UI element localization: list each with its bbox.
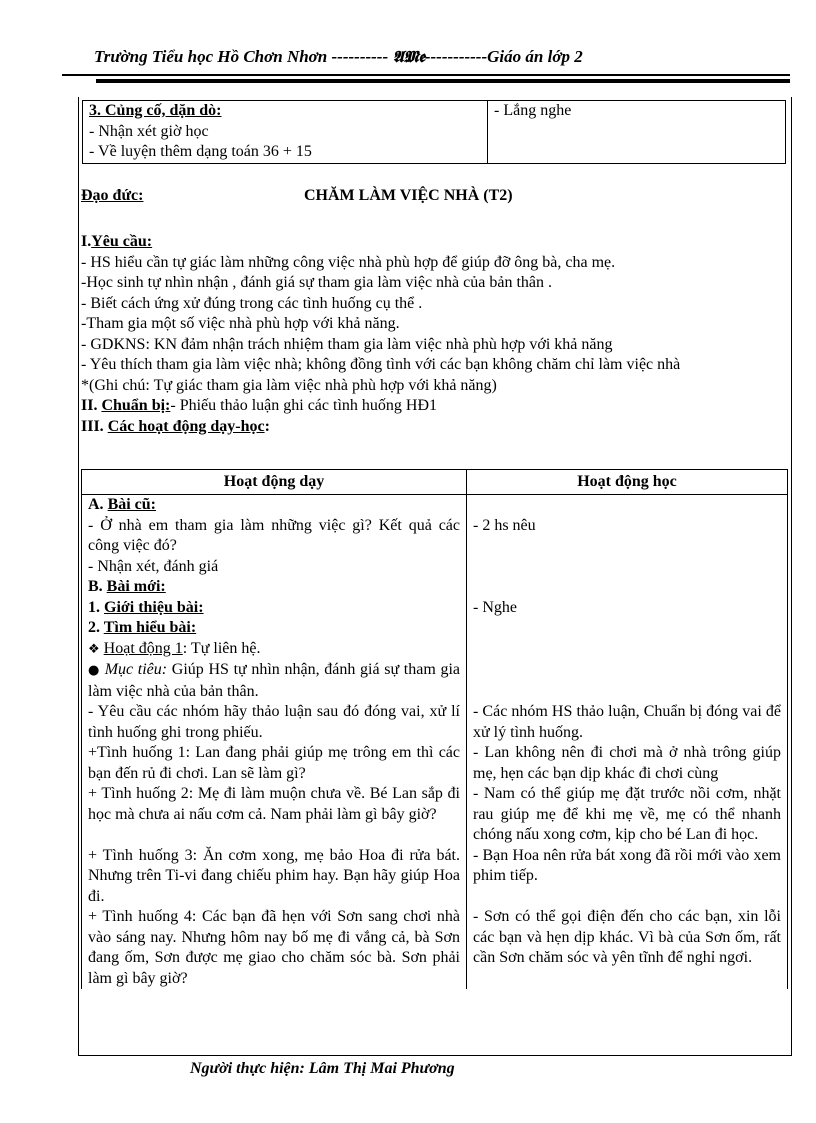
header-logo: 𝕬𝕸𝖊 xyxy=(392,47,425,66)
teacher-cell: + Tình huống 2: Mẹ đi làm muộn chưa về. Bé Lan sắp đi học mà chưa ai nấu cơm cả. Nam phải làm gì bây giờ? xyxy=(82,784,467,846)
requirement-line: -Tham gia một số việc nhà phù hợp với khả năng. xyxy=(81,315,400,332)
requirement-line: - GDKNS: KN đảm nhận trách nhiệm tham gia làm việc nhà phù hợp với khả năng xyxy=(81,335,613,353)
student-cell: - Sơn có thể gọi điện đến cho các bạn, xin lỗi các bạn và hẹn dịp khác. Vì bà của Sơn ốm, rất cần Sơn chăm sóc và yên tĩnh để nghỉ ngơi. xyxy=(467,907,788,989)
closing-line-1: - Nhận xét giờ học xyxy=(89,122,209,140)
closing-table xyxy=(82,100,786,164)
table-row xyxy=(82,743,788,784)
closing-line-2: - Về luyện thêm dạng toán 36 + 15 xyxy=(89,143,312,160)
header-subject: Giáo án lớp 2 xyxy=(487,47,583,66)
requirement-line: - Yêu thích tham gia làm việc nhà; không đồng tình với các bạn không chăm chỉ làm việc nhà xyxy=(81,356,681,373)
requirement-line: - HS hiểu cần tự giác làm những công việc nhà phù hợp để giúp đỡ ông bà, cha mẹ. xyxy=(81,253,616,271)
table-row xyxy=(82,784,788,846)
table-row xyxy=(82,907,788,989)
header-dashes-left: ---------- xyxy=(331,47,389,66)
header-divider-thin xyxy=(62,74,790,76)
student-cell: - Bạn Hoa nên rửa bát xong đã rồi mới vào xem phim tiếp. xyxy=(467,846,788,908)
teacher-cell: + Tình huống 4: Các bạn đã hẹn với Sơn sang chơi nhà vào sáng nay. Nhưng hôm nay bố mẹ đi vắng cả, bà Sơn đang ốm, Sơn được mẹ giao cho chăm sóc bà. Sơn phải làm gì bây giờ? xyxy=(82,907,467,989)
header-divider-thick xyxy=(96,79,790,83)
teacher-cell: A. Bài cũ: - Ở nhà em tham gia làm những việc gì? Kết quả các công việc đó? - Nhận xét, đánh giá B. Bài mới: 1. Giới thiệu bài: 2. Tìm hiểu bài: ❖ Hoạt động 1: Tự liên hệ. ● Mục tiêu: Giúp HS tự nhìn nhận, đánh giá sự tham gia làm việc nhà của bản thân. xyxy=(82,495,467,703)
teacher-cell: +Tình huống 1: Lan đang phải giúp mẹ trông em thì các bạn đến rủ đi chơi. Lan sẽ làm gì? xyxy=(82,743,467,784)
student-column-header: Hoạt động học xyxy=(467,470,788,495)
teacher-cell: - Yêu cầu các nhóm hãy thảo luận sau đó đóng vai, xử lí tình huống ghi trong phiếu. xyxy=(82,702,467,743)
table-row xyxy=(82,702,788,743)
teacher-cell: + Tình huống 3: Ăn cơm xong, mẹ bảo Hoa đi rửa bát. Nhưng trên Ti-vi đang chiếu phim hay. Bạn hãy giúp Hoa đi. xyxy=(82,846,467,908)
bullet-icon: ● xyxy=(88,663,101,678)
requirement-line: -Học sinh tự nhìn nhận , đánh giá sự tham gia làm việc nhà của bản thân . xyxy=(81,274,552,291)
preparation-line: II. Chuẩn bị:- Phiếu thảo luận ghi các tình huống HĐ1 xyxy=(81,397,437,414)
requirement-line: - Biết cách ứng xử đúng trong các tình huống cụ thể . xyxy=(81,294,423,312)
closing-response: - Lắng nghe xyxy=(494,102,572,119)
requirement-note: *(Ghi chú: Tự giác tham gia làm việc nhà phù hợp với khả năng) xyxy=(81,376,497,394)
activities-heading: III. Các hoạt động dạy-học: xyxy=(81,417,270,435)
student-cell: - Lan không nên đi chơi mà ở nhà trông giúp mẹ, hẹn các bạn dịp khác đi chơi cùng xyxy=(467,743,788,784)
school-name: Trường Tiểu học Hồ Chơn Nhơn xyxy=(94,47,328,66)
lesson-title: CHĂM LÀM VIỆC NHÀ (T2) xyxy=(304,187,513,204)
student-cell: - 2 hs nêu - Nghe xyxy=(467,495,788,703)
diamond-bullet-icon: ❖ xyxy=(88,641,100,657)
student-cell: - Nam có thể giúp mẹ đặt trước nồi cơm, nhặt rau giúp mẹ để khi mẹ về, mẹ có thể nhanh chóng nấu xong cơm, kịp cho bé Lan đi học. xyxy=(467,784,788,846)
table-row xyxy=(82,846,788,908)
subject-label: Đạo đức: xyxy=(81,187,144,204)
student-cell: - Các nhóm HS thảo luận, Chuẩn bị đóng vai để xử lý tình huống. xyxy=(467,702,788,743)
closing-left-cell xyxy=(83,101,488,164)
closing-title: 3. Củng cố, dặn dò: xyxy=(89,102,222,119)
requirements-heading: I.Yêu cầu: xyxy=(81,233,153,250)
page-header xyxy=(94,47,794,67)
activities-table xyxy=(81,469,788,989)
closing-right-cell xyxy=(488,101,786,164)
requirements-section xyxy=(81,232,781,437)
table-row xyxy=(82,495,788,703)
teacher-column-header: Hoạt động dạy xyxy=(82,470,467,495)
header-dashes-right: ----------- xyxy=(424,47,488,66)
author-footer: Người thực hiện: Lâm Thị Mai Phương xyxy=(190,1060,455,1077)
